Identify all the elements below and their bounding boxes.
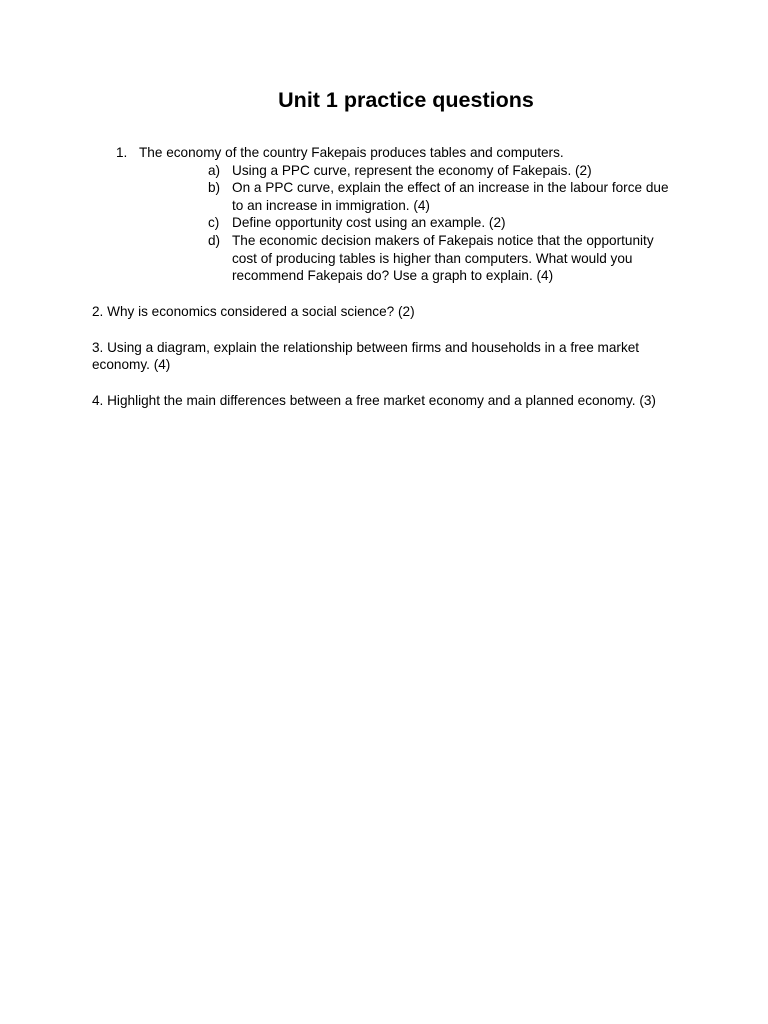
question-1d-text: The economic decision makers of Fakepais notice that the opportunity cost of producing tables is higher than computers. What would you recommend Fakepais do? Use a graph to explain. (4) [232,232,654,284]
question-1d-letter: d) [208,232,221,248]
question-1a-text: Using a PPC curve, represent the economy of Fakepais. (2) [232,162,592,178]
question-1c-letter: c) [208,215,220,231]
question-1-text: The economy of the country Fakepais produces tables and computers. [139,145,564,160]
question-1 [116,144,716,162]
question-1-row [116,144,716,162]
question-1b-text: On a PPC curve, explain the effect of an increase in the labour force due to an increase in immigration. (4) [232,180,669,213]
page-title: Unit 1 practice questions [278,88,534,112]
question-1b-letter: b) [208,180,221,196]
question-1a [208,162,678,180]
question-2: 2. Why is economics considered a social science? (2) [92,304,415,319]
question-3: 3. Using a diagram, explain the relationship between firms and households in a free market economy. (4) [92,339,640,373]
question-1c [208,214,678,232]
question-1a-letter: a) [208,162,221,178]
question-1-sublist [208,162,678,285]
question-1c-text: Define opportunity cost using an example. (2) [232,215,506,231]
question-1-number: 1. [116,145,128,160]
question-1d [208,232,678,285]
question-1b [208,179,678,214]
question-4: 4. Highlight the main differences between a free market economy and a planned economy. (3) [92,392,656,408]
